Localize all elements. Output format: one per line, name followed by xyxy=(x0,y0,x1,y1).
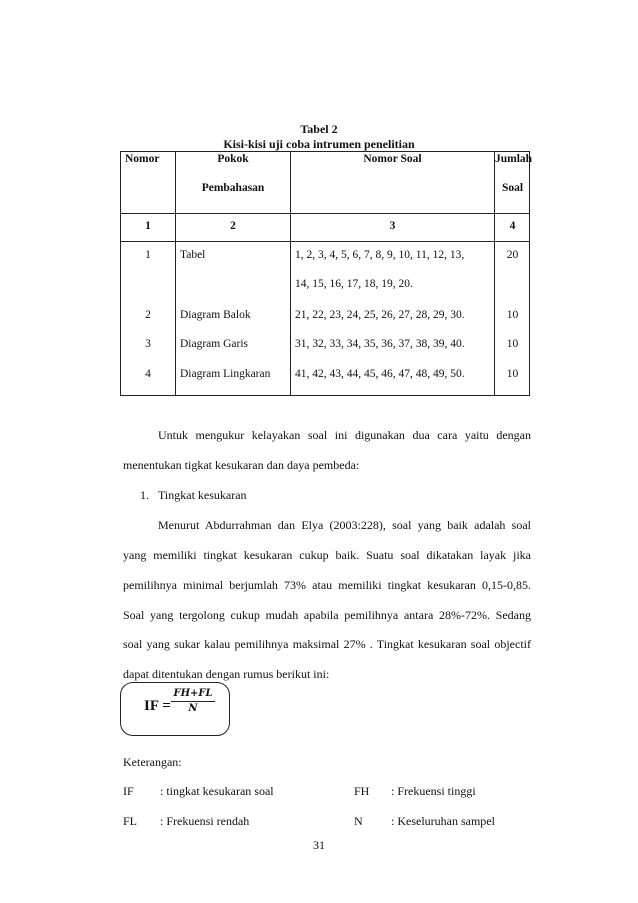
header-jumlah-line1: Jumlah xyxy=(495,153,533,165)
legend-desc-fh: : Frekuensi tinggi xyxy=(391,784,476,798)
header-pokok-line1: Pokok xyxy=(217,153,249,165)
formula-fraction xyxy=(171,688,215,714)
legend-term-fl: FL xyxy=(123,814,138,828)
paragraph-2-line-6: dapat ditentukan dengan rumus berikut ini: xyxy=(123,667,330,681)
legend-title: Keterangan: xyxy=(123,755,182,769)
paragraph-2-line-5: soal yang sukar kalau pemilihnya maksimal 27% . Tingkat kesukaran soal objectif xyxy=(123,637,531,651)
list-item-label: Tingkat kesukaran xyxy=(158,488,247,502)
formula-denominator: N xyxy=(188,703,198,714)
row-items-line1: 21, 22, 23, 24, 25, 26, 27, 28, 29, 30. xyxy=(295,309,465,321)
table-caption-number: Tabel 2 xyxy=(300,122,338,136)
header-nomor: Nomor xyxy=(125,153,160,165)
row-count: 10 xyxy=(506,368,519,380)
legend-term-if: IF xyxy=(123,784,134,798)
paragraph-1-line-1: Untuk mengukur kelayakan soal ini digunakan dua cara yaitu dengan xyxy=(158,428,531,442)
row-items-line1: 1, 2, 3, 4, 5, 6, 7, 8, 9, 10, 11, 12, 13, xyxy=(295,249,465,261)
row-number: 3 xyxy=(145,338,151,350)
row-number: 2 xyxy=(145,309,151,321)
table-caption-title: Kisi-kisi uji coba intrumen penelitian xyxy=(223,137,415,151)
column-number-2: 2 xyxy=(230,220,236,232)
header-pokok-line2: Pembahasan xyxy=(201,182,265,194)
legend-term-n: N xyxy=(354,814,363,828)
row-topic: Diagram Balok xyxy=(180,309,251,321)
legend-desc-fl: : Frekuensi rendah xyxy=(160,814,250,828)
row-count: 10 xyxy=(506,338,519,350)
row-items-line1: 41, 42, 43, 44, 45, 46, 47, 48, 49, 50. xyxy=(295,368,465,380)
table-left-border xyxy=(120,151,121,396)
table-bottom-border xyxy=(120,395,530,396)
legend-desc-n: : Keseluruhan sampel xyxy=(391,814,495,828)
row-items-line1: 31, 32, 33, 34, 35, 36, 37, 38, 39, 40. xyxy=(295,338,465,350)
row-topic: Diagram Lingkaran xyxy=(180,368,271,380)
page-number: 31 xyxy=(313,838,325,852)
paragraph-2-line-4: Soal yang tergolong cukup mudah apabila pemilihnya antara 28%-72%. Sedang xyxy=(123,608,531,622)
column-number-3: 3 xyxy=(389,220,396,232)
column-number-4: 4 xyxy=(509,220,516,232)
legend-desc-if: : tingkat kesukaran soal xyxy=(160,784,274,798)
paragraph-1-line-2: menentukan tigkat kesukaran dan daya pembeda: xyxy=(123,458,360,472)
formula-box xyxy=(120,682,230,736)
list-number: 1. xyxy=(140,488,149,502)
formula-lhs: IF = xyxy=(144,698,171,714)
column-number-1: 1 xyxy=(145,220,151,232)
table-col-divider-2 xyxy=(290,151,291,396)
row-count: 10 xyxy=(506,309,519,321)
row-topic: Tabel xyxy=(180,249,206,261)
table-header-divider xyxy=(120,213,530,214)
row-topic: Diagram Garis xyxy=(180,338,249,350)
paragraph-2-line-1: Menurut Abdurrahman dan Elya (2003:228), soal yang baik adalah soal xyxy=(158,518,531,532)
header-nomor-soal: Nomor Soal xyxy=(363,153,422,165)
row-number: 4 xyxy=(145,368,151,380)
paragraph-2-line-3: pemilihnya minimal berjumlah 73% atau memiliki tingkat kesukaran 0,15-0,85. xyxy=(123,578,531,592)
table-number-divider xyxy=(120,241,530,242)
header-jumlah-line2: Soal xyxy=(501,182,524,194)
row-number: 1 xyxy=(145,249,151,261)
formula-numerator: FH+FL xyxy=(171,688,215,702)
row-count: 20 xyxy=(506,249,519,261)
table-top-border xyxy=(120,151,530,152)
paragraph-2-line-2: yang memiliki tingkat kesukaran cukup baik. Suatu soal dikatakan layak jika xyxy=(123,548,531,562)
legend-term-fh: FH xyxy=(354,784,370,798)
row-items-line2: 14, 15, 16, 17, 18, 19, 20. xyxy=(295,278,413,290)
